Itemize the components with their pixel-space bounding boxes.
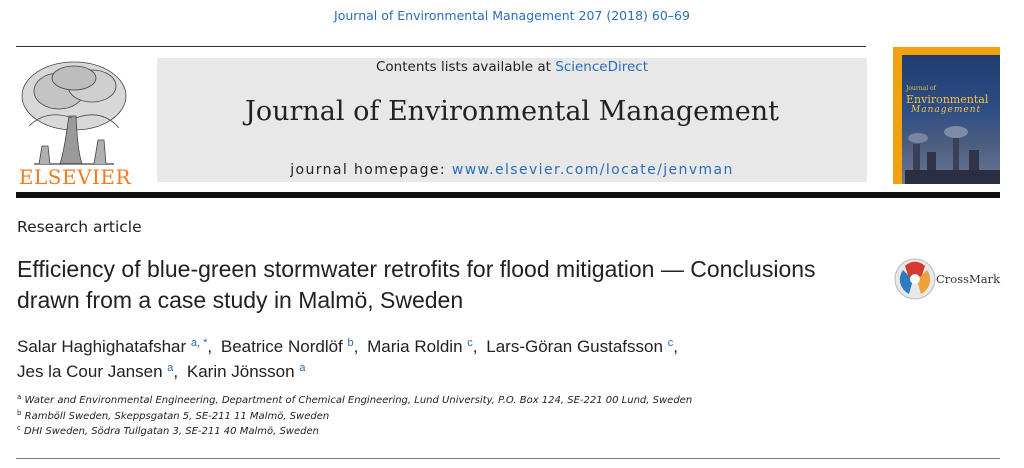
cover-small-text: Journal of [906,85,936,92]
author-affiliation-marker[interactable]: c [667,337,674,349]
author-name[interactable]: Maria Roldin [367,337,463,356]
homepage-line [157,162,867,178]
author-name[interactable]: Salar Haghighatafshar [17,337,187,356]
affiliation-text: Water and Environmental Engineering, Department of Chemical Engineering, Lund University, P.O. Box 124, SE-221 00 Lund, Sweden [24,395,693,406]
author-name[interactable]: Jes la Cour Jansen [17,362,163,381]
author-name[interactable]: Beatrice Nordlöf [220,337,343,356]
affiliation-text: Ramböll Sweden, Skeppsgatan 5, SE-211 11 Malmö, Sweden [24,410,330,422]
affiliation-item [17,424,917,440]
contents-prefix: Contents lists available at [375,59,556,75]
affiliation-key: b [17,408,22,417]
affiliation-item [17,393,917,409]
author-affiliation-marker[interactable]: c [467,337,473,349]
affiliation-key: a [17,393,22,401]
top-divider [16,46,866,47]
author-name[interactable]: Lars-Göran Gustafsson [486,337,663,356]
cover-top-band [893,47,1000,55]
sciencedirect-link[interactable]: ScienceDirect [555,59,649,75]
author-list: Salar Haghighatafshar $^{a, *}$, Beatrice Nordlöf $^b$, Maria Roldin $^c$, Lars-Göran Gustafsson $^c$, Jes la Cour Jansen $^a$, Karin Jönsson $^a$ [17,337,678,381]
affiliation-key: c [17,424,21,432]
journal-cover-thumbnail[interactable] [893,47,1000,184]
article-type-label: Research article [17,218,142,236]
cover-title-line2: Management [911,105,982,115]
homepage-prefix: journal homepage: [290,162,452,178]
article-title: Efficiency of blue-green stormwater retrofits for flood mitigation — Conclusions drawn from a case study in Malmö, Sweden [17,256,816,313]
author-affiliation-marker[interactable]: a [299,362,306,374]
journal-citation[interactable]: Journal of Environmental Management 207 (2018) 60–69 [334,8,690,23]
cover-smokestack-icon [893,124,1000,184]
author-name[interactable]: Karin Jönsson [186,362,295,381]
journal-homepage-link[interactable]: www.elsevier.com/locate/jenvman [451,162,734,178]
affiliation-text: DHI Sweden, Södra Tullgatan 3, SE-211 40 Malmö, Sweden [24,426,319,437]
header-thick-divider [16,192,1000,198]
author-affiliation-marker[interactable]: b [347,337,354,349]
journal-masthead [157,58,867,182]
author-affiliation-marker[interactable]: a, * [190,337,208,349]
author-affiliation-marker[interactable]: a [167,362,174,374]
affiliation-list [17,393,917,440]
cover-title-line1: Environmental [906,93,989,106]
affiliation-item [17,409,917,425]
contents-line [157,59,867,75]
journal-title: Journal of Environmental Management [245,96,779,127]
publisher-name[interactable]: ELSEVIER [18,165,132,189]
bottom-divider [16,458,1000,459]
crossmark-label[interactable]: CrossMark [936,272,1001,286]
